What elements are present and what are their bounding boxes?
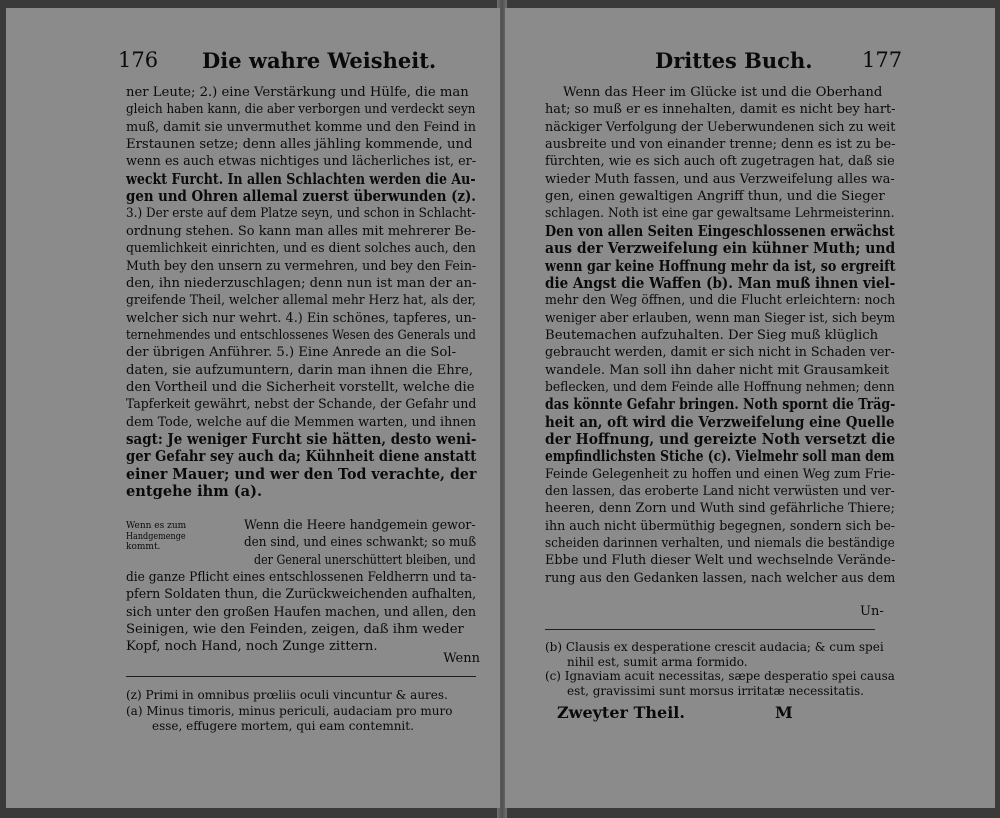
margin-note-line: Wenn es zum — [126, 521, 187, 531]
left-page — [6, 8, 500, 808]
page-number: 177 — [862, 48, 903, 72]
text-line: schlagen. Noth ist eine gar gewaltsame Lehrmeisterinn. — [545, 206, 895, 222]
text-line: heit an, oft wird die Verzweifelung eine Quelle — [545, 413, 895, 431]
text-line: den, ihn niederzuschlagen; denn nun ist man der an- — [126, 275, 477, 291]
signature-line: Zweyter Theil. — [557, 703, 685, 722]
text-line: die Angst die Waffen (b). Man muß ihnen viel- — [545, 274, 896, 292]
text-line: gebraucht werden, damit er sich nicht in Schaden ver- — [545, 345, 895, 361]
text-line: ihn auch nicht übermüthig begegnen, sondern sich be- — [545, 518, 896, 534]
footnote-line: (z) Primi in omnibus prœliis oculi vincuntur & aures. — [126, 688, 448, 702]
text-line: Wenn das Heer im Glücke ist und die Oberhand — [563, 85, 883, 100]
footnote-rule — [126, 676, 476, 677]
text-line: weniger aber erlauben, wenn man Sieger ist, sich beym — [545, 310, 896, 326]
text-line: den Vortheil und die Sicherheit vorstellt, welche die — [126, 379, 475, 395]
text-line: gen und Ohren allemal zuerst überwunden (z). — [126, 188, 476, 206]
footnote-line: esse, effugere mortem, qui eam contemnit. — [152, 719, 414, 733]
text-line: Seinigen, wie den Feinden, zeigen, daß ihm weder — [126, 621, 464, 637]
text-line: Beutemachen aufzuhalten. Der Sieg muß klüglich — [545, 327, 879, 343]
running-head: Drittes Buch. — [655, 48, 813, 73]
text-line: ternehmendes und entschlossenes Wesen des Generals und — [126, 327, 476, 343]
text-line: der General unerschüttert bleiben, und — [254, 552, 476, 568]
footnote-rule — [545, 629, 875, 630]
text-line: entgehe ihm (a). — [126, 483, 263, 501]
footnote-line: (b) Clausis ex desperatione crescit audacia; & cum spei — [545, 640, 884, 654]
text-line: beflecken, und dem Feinde alle Hoffnung nehmen; denn — [545, 379, 895, 395]
text-line: hat; so muß er es innehalten, damit es nicht bey hart- — [545, 102, 896, 118]
text-line: empfindlichsten Stiche (c). Vielmehr soll man dem — [545, 448, 895, 466]
text-line: fürchten, wie es sich auch oft zugetragen hat, daß sie — [545, 154, 895, 170]
text-line: wieder Muth fassen, und aus Verzweifelung alles wa- — [545, 171, 895, 187]
footnote-line: (c) Ignaviam acuit necessitas, sæpe desperatio spei causa — [545, 669, 895, 683]
text-line: Den von allen Seiten Eingeschlossenen erwächst — [545, 222, 895, 240]
text-line: muß, damit sie unvermuthet komme und den Feind in — [126, 119, 477, 135]
text-line: 3.) Der erste auf dem Platze seyn, und schon in Schlacht- — [126, 206, 476, 222]
text-line: greifende Theil, welcher allemal mehr Herz hat, als der, — [126, 293, 476, 309]
text-line: Kopf, noch Hand, noch Zunge zittern. — [126, 639, 378, 655]
text-line: wandele. Man soll ihn daher nicht mit Grausamkeit — [545, 362, 890, 378]
running-head: Die wahre Weisheit. — [202, 48, 437, 73]
text-line: Feinde Gelegenheit zu hoffen und einen Weg zum Frie- — [545, 466, 895, 482]
text-line: scheiden darinnen verhalten, und niemals die beständige — [545, 536, 895, 552]
text-line: wenn gar keine Hoffnung mehr da ist, so ergreift — [545, 257, 896, 275]
margin-note-line: kommt. — [126, 542, 161, 552]
text-line: der übrigen Anführer. 5.) Eine Anrede an die Sol- — [126, 345, 457, 361]
text-line: daten, sie aufzumuntern, darin man ihnen die Ehre, — [126, 362, 474, 378]
text-line: den sind, und eines schwankt; so muß — [244, 535, 477, 551]
right-page — [505, 8, 995, 808]
text-line: sich unter den großen Haufen machen, und allen, den — [126, 604, 477, 620]
text-line: pfern Soldaten thun, die Zurückweichenden aufhalten, — [126, 587, 477, 603]
text-line: die ganze Pflicht eines entschlossenen Feldherrn und ta- — [126, 570, 477, 585]
text-line: ner Leute; 2.) eine Verstärkung und Hülfe, die man — [126, 85, 469, 100]
text-line: Muth bey den unsern zu vermehren, und bey den Fein- — [126, 258, 477, 274]
footnote-line: (a) Minus timoris, minus periculi, audaciam pro muro — [126, 703, 453, 718]
text-line: näckiger Verfolgung der Ueberwundenen sich zu weit — [545, 119, 896, 135]
text-line: sagt: Je weniger Furcht sie hätten, desto weni- — [126, 431, 477, 448]
text-line: Erstaunen setze; denn alles jähling kommende, und — [126, 137, 473, 153]
text-line: aus der Verzweifelung ein kühner Muth; und — [545, 240, 896, 258]
text-line: mehr den Weg öffnen, und die Flucht erleichtern: noch — [545, 293, 896, 309]
text-line: wenn es auch etwas nichtiges und lächerliches ist, er- — [126, 154, 477, 170]
text-line: der Hoffnung, und gereizte Noth versetzt die — [545, 431, 896, 448]
page-number: 176 — [118, 48, 159, 72]
text-line: Tapferkeit gewährt, nebst der Schande, der Gefahr und — [126, 397, 477, 413]
text-line: Wenn die Heere handgemein gewor- — [244, 518, 476, 533]
text-line: ordnung stehen. So kann man alles mit mehrerer Be- — [126, 223, 476, 239]
text-line: ausbreite und von einander trenne; denn es ist zu be- — [545, 137, 896, 153]
catchword: Un- — [860, 604, 884, 619]
margin-note-line: Handgemenge — [126, 531, 186, 542]
text-line: das könnte Gefahr bringen. Noth spornt die Träg- — [545, 396, 896, 414]
catchword: Wenn — [443, 651, 480, 666]
text-line: ger Gefahr sey auch da; Kühnheit diene anstatt — [126, 448, 477, 466]
text-line: quemlichkeit einrichten, und es dient solches auch, den — [126, 241, 476, 257]
footnote-line: nihil est, sumit arma formido. — [567, 654, 748, 669]
text-line: heeren, denn Zorn und Wuth sind gefährliche Thiere; — [545, 501, 895, 517]
text-line: welcher sich nur wehrt. 4.) Ein schönes, tapferes, un- — [126, 310, 477, 326]
text-line: weckt Furcht. In allen Schlachten werden die Au- — [126, 170, 476, 188]
signature-mark: M — [775, 703, 793, 722]
text-line: gen, einen gewaltigen Angriff thun, und die Sieger — [545, 189, 885, 205]
footnote-line: est, gravissimi sunt morsus irritatæ necessitatis. — [567, 683, 864, 698]
text-line: dem Tode, welche auf die Memmen warten, und ihnen — [126, 414, 477, 430]
text-line: Ebbe und Fluth dieser Welt und wechselnde Verände- — [545, 553, 896, 569]
text-line: einer Mauer; und wer den Tod verachte, der — [126, 465, 477, 483]
text-line: gleich haben kann, die aber verborgen und verdeckt seyn — [126, 102, 476, 118]
text-line: rung aus den Gedanken lassen, nach welcher aus dem — [545, 570, 896, 586]
text-line: den lassen, das eroberte Land nicht verwüsten und ver- — [545, 484, 895, 500]
